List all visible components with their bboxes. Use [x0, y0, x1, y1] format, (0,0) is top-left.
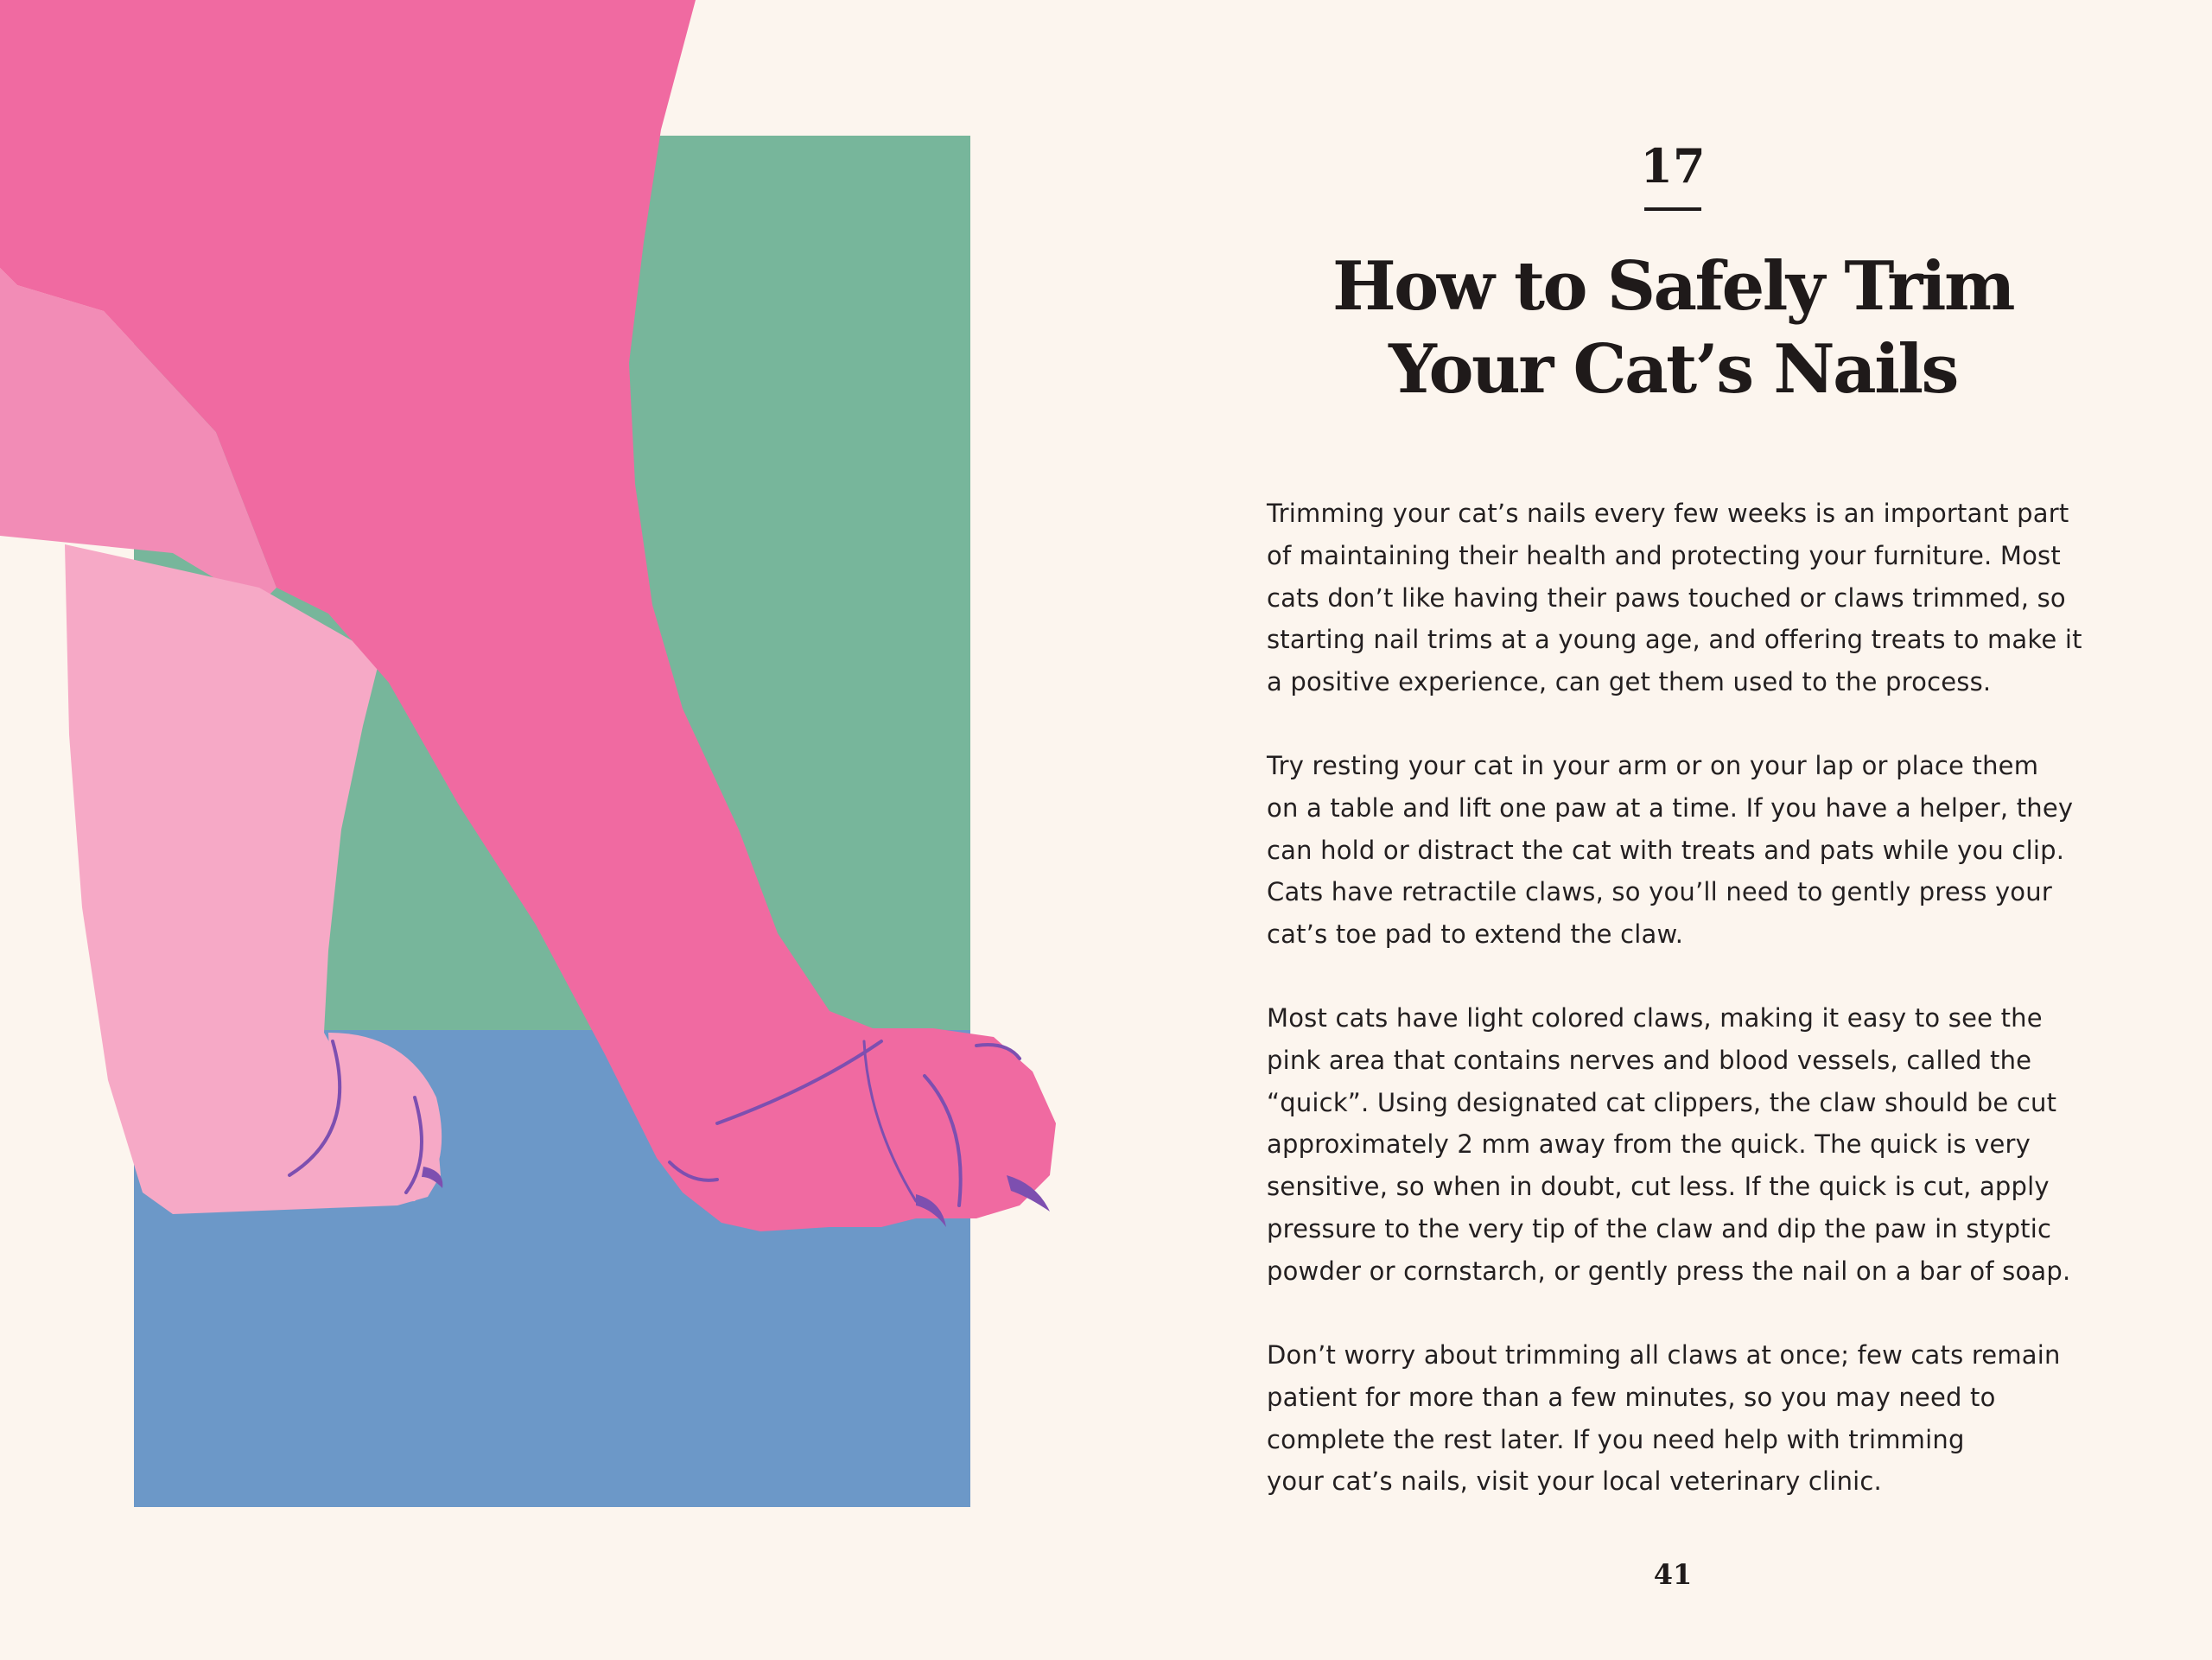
chapter-underline	[1644, 207, 1701, 211]
text-line: Try resting your cat in your arm or on your lap or place them	[1267, 751, 2039, 780]
title-line: Your Cat’s Nails	[1389, 330, 1957, 409]
text-line: starting nail trims at a young age, and offering treats to make it	[1267, 625, 2082, 655]
text-line: Cats have retractile claws, so you’ll need to gently press your	[1267, 877, 2052, 907]
body-paragraph	[1267, 493, 2082, 703]
text-line: pink area that contains nerves and blood vessels, called the	[1267, 1045, 2032, 1075]
text-line: cat’s toe pad to extend the claw.	[1267, 919, 1684, 950]
text-line: of maintaining their health and protecting your furniture. Most	[1267, 540, 2061, 570]
body-paragraph	[1267, 997, 2079, 1293]
text-line: approximately 2 mm away from the quick. The quick is very	[1267, 1129, 2031, 1160]
text-line: “quick”. Using designated cat clippers, the claw should be cut	[1267, 1087, 2057, 1117]
text-line: Most cats have light colored claws, making it easy to see the	[1267, 1003, 2043, 1033]
page-number: 41	[1653, 1558, 1693, 1591]
text-line: a positive experience, can get them used to the process.	[1267, 667, 1992, 697]
page-title	[1267, 245, 2079, 411]
body-paragraph	[1267, 745, 2079, 956]
text-line: powder or cornstarch, or gently press the nail on a bar of soap.	[1267, 1256, 2071, 1286]
chapter-number: 17	[1640, 138, 1706, 194]
text-line: patient for more than a few minutes, so you may need to	[1267, 1382, 1996, 1412]
text-column	[1267, 0, 2082, 1660]
text-line: cats don’t like having their paws touched or claws trimmed, so	[1267, 582, 2066, 613]
text-line: sensitive, so when in doubt, cut less. If the quick is cut, apply	[1267, 1172, 2050, 1202]
text-line: on a table and lift one paw at a time. If you have a helper, they	[1267, 792, 2074, 823]
text-line: can hold or distract the cat with treats and pats while you clip.	[1267, 835, 2065, 865]
title-line: How to Safely Trim	[1332, 247, 2013, 326]
text-line: complete the rest later. If you need help with trimming	[1267, 1424, 1965, 1454]
text-line: Trimming your cat’s nails every few weeks is an important part	[1267, 499, 2069, 528]
text-line: pressure to the very tip of the claw and dip the paw in styptic	[1267, 1213, 2052, 1243]
text-line: Don’t worry about trimming all claws at once; few cats remain	[1267, 1340, 2061, 1370]
body-paragraph	[1267, 1334, 2079, 1503]
text-line: your cat’s nails, visit your local veterinary clinic.	[1267, 1466, 1882, 1497]
